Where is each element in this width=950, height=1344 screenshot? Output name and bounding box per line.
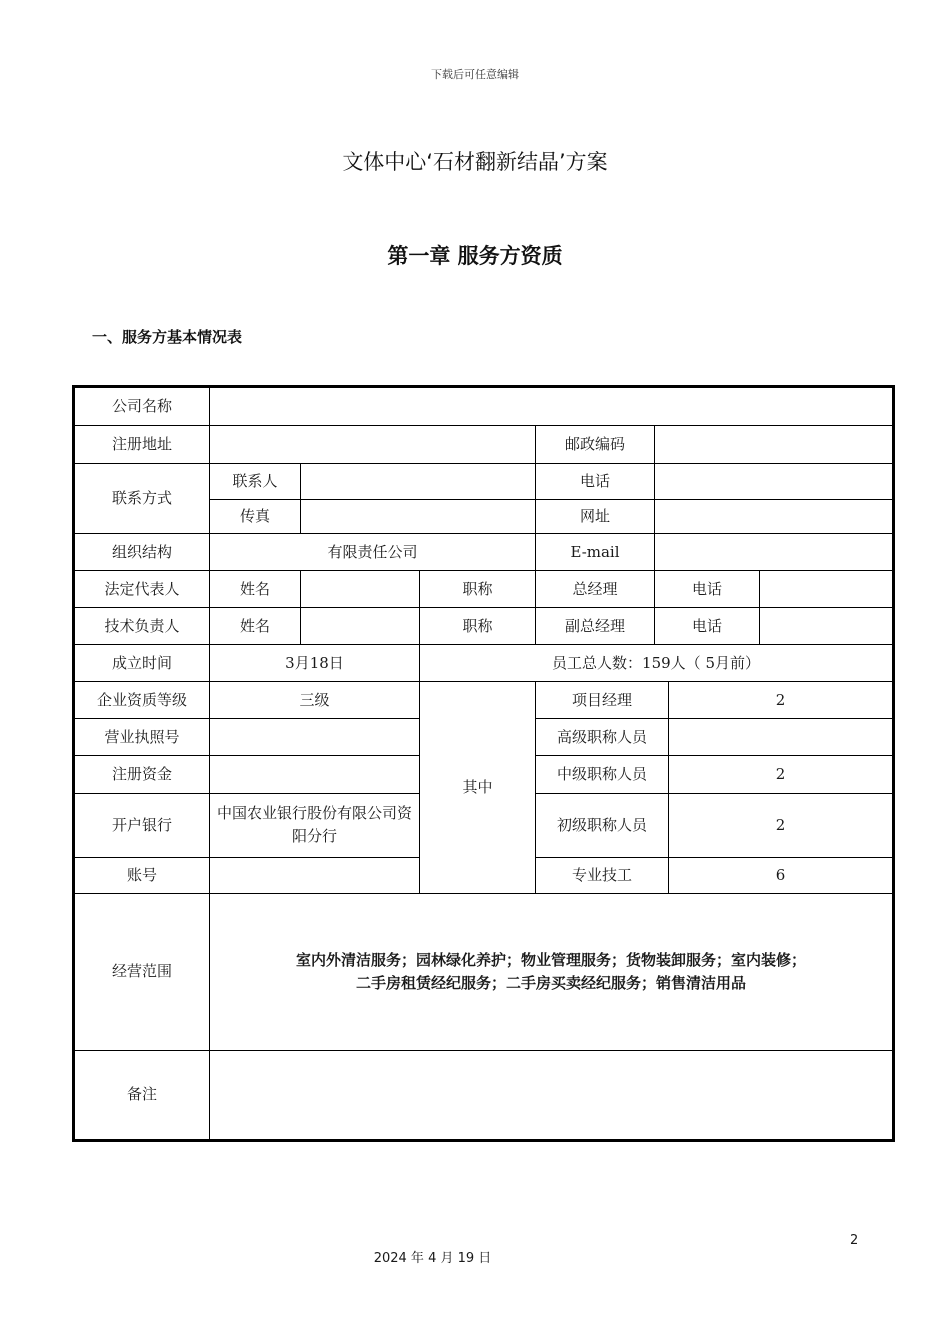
tech-lead-title-value: 副总经理 — [536, 608, 655, 645]
table-row — [74, 893, 894, 1050]
reg-address-value — [210, 426, 536, 464]
staff-total: 员工总人数：159人（ 5月前） — [420, 645, 894, 682]
scope-line-1: 室内外清洁服务；园林绿化养护；物业管理服务；货物装卸服务；室内装修； — [296, 950, 807, 969]
company-name-value — [210, 387, 894, 426]
tech-lead-name-label: 姓名 — [210, 608, 301, 645]
mid-value: 2 — [669, 756, 894, 793]
among-label: 其中 — [420, 682, 536, 893]
table-row — [74, 1050, 894, 1140]
skilled-value: 6 — [669, 857, 894, 893]
page-number: 2 — [850, 1233, 859, 1248]
table-row — [74, 534, 894, 571]
tech-lead-name-value — [301, 608, 420, 645]
legal-rep-title-value: 总经理 — [536, 571, 655, 608]
phone-value — [655, 464, 894, 500]
skilled-label: 专业技工 — [536, 857, 669, 893]
website-value — [655, 500, 894, 534]
website-label: 网址 — [536, 500, 655, 534]
founded-value: 3月18日 — [210, 645, 420, 682]
org-structure-label: 组织结构 — [74, 534, 210, 571]
chapter-heading: 第一章 服务方资质 — [387, 244, 563, 268]
pm-label: 项目经理 — [536, 682, 669, 719]
section-heading: 一、服务方基本情况表 — [92, 328, 243, 346]
scope-label: 经营范围 — [74, 893, 210, 1050]
junior-value: 2 — [669, 793, 894, 857]
postcode-label: 邮政编码 — [536, 426, 655, 464]
fax-label: 传真 — [210, 500, 301, 534]
table-row — [74, 387, 894, 426]
qualification-label: 企业资质等级 — [74, 682, 210, 719]
capital-value — [210, 756, 420, 793]
account-value — [210, 857, 420, 893]
senior-label: 高级职称人员 — [536, 719, 669, 756]
tech-lead-title-label: 职称 — [420, 608, 536, 645]
postcode-value — [655, 426, 894, 464]
company-name-label: 公司名称 — [74, 387, 210, 426]
junior-label: 初级职称人员 — [536, 793, 669, 857]
legal-rep-label: 法定代表人 — [74, 571, 210, 608]
legal-rep-phone-label: 电话 — [655, 571, 760, 608]
table-row — [74, 682, 894, 719]
legal-rep-phone-value — [760, 571, 894, 608]
mid-label: 中级职称人员 — [536, 756, 669, 793]
license-label: 营业执照号 — [74, 719, 210, 756]
tech-lead-label: 技术负责人 — [74, 608, 210, 645]
header-note: 下载后可任意编辑 — [431, 68, 519, 81]
capital-label: 注册资金 — [74, 756, 210, 793]
qualification-value: 三级 — [210, 682, 420, 719]
org-structure-value: 有限责任公司 — [210, 534, 536, 571]
bank-label: 开户银行 — [74, 793, 210, 857]
document-title: 文体中心‘石材翻新结晶’方案 — [342, 150, 608, 174]
legal-rep-title-label: 职称 — [420, 571, 536, 608]
footer-date: 2024 年 4 月 19 日 — [373, 1251, 492, 1266]
email-value — [655, 534, 894, 571]
table-row — [74, 426, 894, 464]
fax-value — [301, 500, 536, 534]
remark-label: 备注 — [74, 1050, 210, 1140]
contact-person-value — [301, 464, 536, 500]
legal-rep-name-value — [301, 571, 420, 608]
remark-value — [210, 1050, 894, 1140]
contact-person-label: 联系人 — [210, 464, 301, 500]
contact-label: 联系方式 — [74, 464, 210, 534]
tech-lead-phone-label: 电话 — [655, 608, 760, 645]
tech-lead-phone-value — [760, 608, 894, 645]
legal-rep-name-label: 姓名 — [210, 571, 301, 608]
table-row — [74, 608, 894, 645]
email-label: E-mail — [536, 534, 655, 571]
account-label: 账号 — [74, 857, 210, 893]
table-row — [74, 571, 894, 608]
company-info-table — [72, 385, 895, 1142]
pm-value: 2 — [669, 682, 894, 719]
scope-line-2: 二手房租赁经纪服务；二手房买卖经纪服务；销售清洁用品 — [356, 973, 747, 992]
table-row — [74, 645, 894, 682]
senior-value — [669, 719, 894, 756]
founded-label: 成立时间 — [74, 645, 210, 682]
scope-value — [210, 893, 894, 1050]
reg-address-label: 注册地址 — [74, 426, 210, 464]
table-row — [74, 464, 894, 500]
license-value — [210, 719, 420, 756]
bank-value: 中国农业银行股份有限公司资阳分行 — [210, 793, 420, 857]
phone-label: 电话 — [536, 464, 655, 500]
